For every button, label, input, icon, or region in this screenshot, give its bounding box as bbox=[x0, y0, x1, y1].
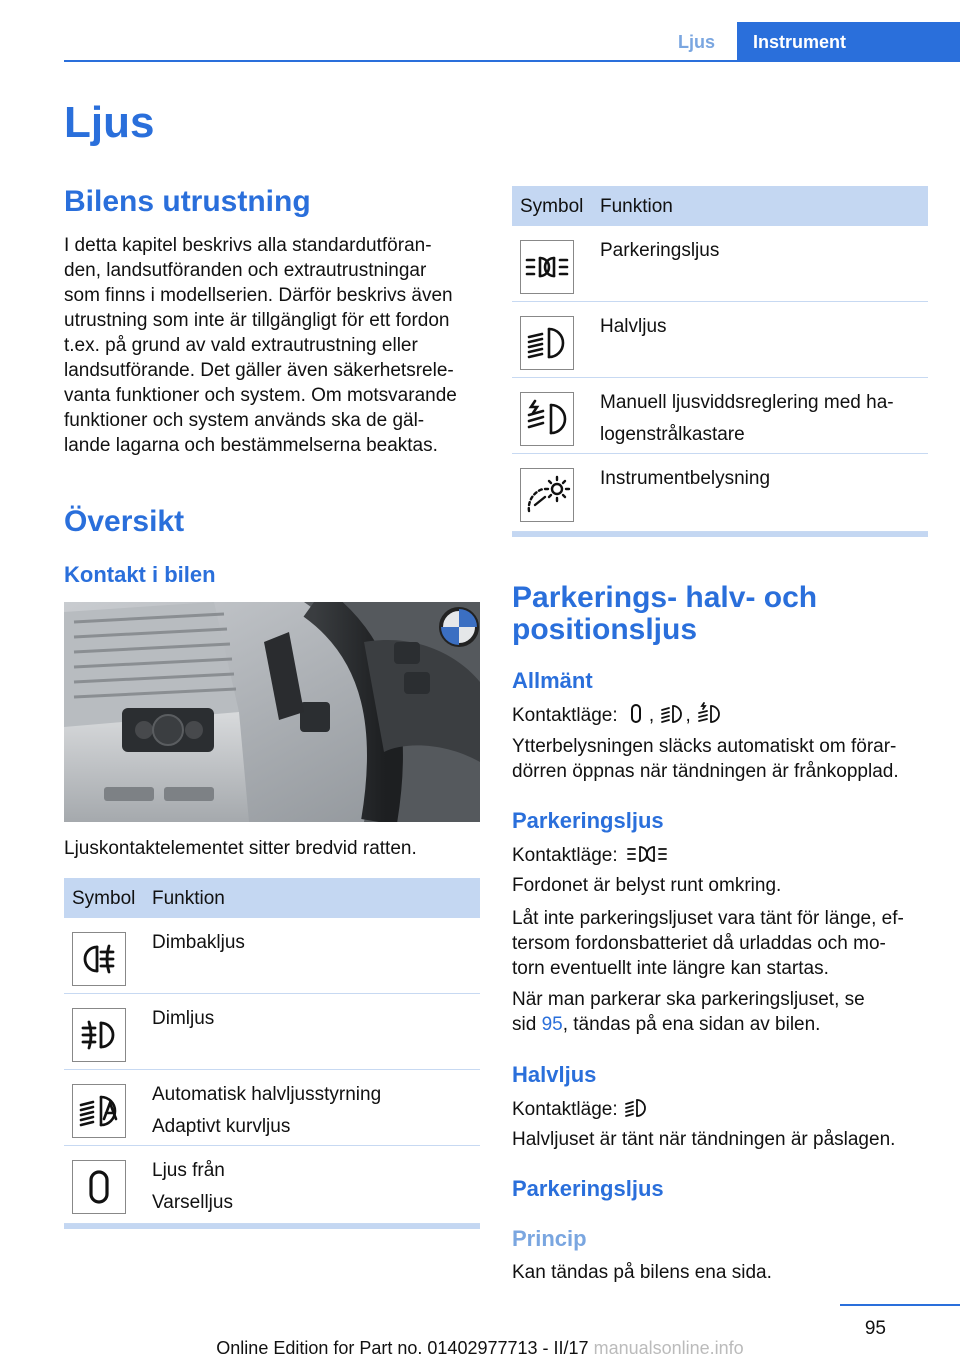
function-line: Halvljus bbox=[600, 316, 667, 337]
function-text bbox=[152, 1006, 214, 1031]
heading-oversikt: Översikt bbox=[64, 505, 185, 538]
text-line: den, landsutföranden och extrautrustningar bbox=[64, 260, 427, 281]
text-line: funktioner och system används ska de gäl- bbox=[64, 410, 425, 431]
table-row bbox=[512, 378, 928, 454]
photo-caption: Ljuskontaktelementet sitter bredvid ratten. bbox=[64, 838, 417, 859]
light-switch-photo bbox=[64, 602, 480, 822]
watermark-text: manualsonline.info bbox=[593, 1338, 744, 1358]
text-line: Ytterbelysningen släcks automatiskt om förar- bbox=[512, 736, 897, 757]
page-reference-link[interactable]: 95 bbox=[541, 1014, 563, 1035]
heading-parkeringsljus: Parkeringsljus bbox=[512, 808, 664, 833]
heading-parkeringsljus-2: Parkeringsljus bbox=[512, 1176, 664, 1201]
text-line: dörren öppnas när tändningen är frånkopplad. bbox=[512, 761, 899, 782]
instrument-lighting-icon bbox=[520, 468, 574, 522]
kontaktlage-label: Kontaktläge: bbox=[512, 705, 618, 726]
parkeringsljus-p3 bbox=[512, 987, 865, 1037]
text-line: t.ex. på grund av vald extrautrustning eller bbox=[64, 335, 418, 356]
function-line: Automatisk halvljusstyrning bbox=[152, 1084, 382, 1105]
column-header-symbol: Symbol bbox=[520, 196, 584, 217]
table-row bbox=[64, 918, 480, 994]
header-chapter-tab: Instrument bbox=[737, 22, 960, 62]
text-line: torn eventuellt inte längre kan startas. bbox=[512, 958, 829, 979]
footer-edition bbox=[0, 1338, 960, 1359]
header-section-label: Ljus bbox=[678, 32, 716, 52]
text-line: I detta kapitel beskrivs alla standardutföran- bbox=[64, 235, 432, 256]
halvljus-kontaktlage bbox=[512, 1095, 649, 1122]
heading-line: positionsljus bbox=[512, 613, 698, 646]
function-line: Instrumentbelysning bbox=[600, 468, 771, 489]
table-row bbox=[512, 454, 928, 532]
heading-bilens-utrustning: Bilens utrustning bbox=[64, 185, 311, 218]
table-row bbox=[64, 1146, 480, 1224]
text-fragment: sid bbox=[512, 1014, 542, 1035]
rear-fog-light-icon bbox=[72, 932, 126, 986]
function-line: Ljus från bbox=[152, 1160, 225, 1181]
page-title: Ljus bbox=[64, 98, 155, 147]
table-footer-rule bbox=[64, 1224, 480, 1229]
heading-kontakt-i-bilen: Kontakt i bilen bbox=[64, 562, 216, 587]
heading-halvljus: Halvljus bbox=[512, 1062, 597, 1087]
heading-allmant: Allmänt bbox=[512, 668, 593, 693]
low-beam-icon bbox=[623, 1095, 649, 1121]
princip-p: Kan tändas på bilens ena sida. bbox=[512, 1262, 772, 1283]
function-text bbox=[152, 930, 245, 955]
lights-off-icon bbox=[623, 701, 649, 727]
edition-text: Online Edition for Part no. 01402977713 - II/17 bbox=[216, 1338, 589, 1358]
heading-princip: Princip bbox=[512, 1226, 587, 1251]
function-text bbox=[600, 466, 770, 491]
parkeringsljus-p2 bbox=[512, 906, 904, 981]
heading-parkerings-halv-positionsljus bbox=[512, 582, 817, 646]
text-fragment: , tändas på ena sidan av bilen. bbox=[562, 1014, 821, 1035]
column-header-symbol: Symbol bbox=[72, 888, 136, 909]
header-rule bbox=[64, 60, 960, 62]
function-text bbox=[152, 1158, 233, 1215]
kontaktlage-label: Kontaktläge: bbox=[512, 1099, 618, 1120]
table-row bbox=[512, 226, 928, 302]
column-header-function: Funktion bbox=[152, 888, 225, 909]
column-header-function: Funktion bbox=[600, 196, 673, 217]
left-symbol-table bbox=[64, 878, 480, 1229]
paragraph-utrustning bbox=[64, 233, 484, 458]
text-line: lande lagarna och bestämmelserna beaktas. bbox=[64, 435, 438, 456]
text-line: tersom fordonsbatteriet då urladdas och mo- bbox=[512, 933, 886, 954]
low-beam-icon bbox=[659, 701, 685, 727]
text-line: landsutförande. Det gäller även säkerhetsrele- bbox=[64, 360, 454, 381]
function-line: Adaptivt kurvljus bbox=[152, 1116, 291, 1137]
footer-rule bbox=[840, 1304, 960, 1306]
text-line: som finns i modellserien. Därför beskrivs även bbox=[64, 285, 453, 306]
text-line: När man parkerar ska parkeringsljuset, se bbox=[512, 989, 865, 1010]
auto-headlight-icon bbox=[72, 1084, 126, 1138]
halvljus-p: Halvljuset är tänt när tändningen är påslagen. bbox=[512, 1129, 896, 1150]
function-text bbox=[600, 314, 667, 339]
parkeringsljus-p1: Fordonet är belyst runt omkring. bbox=[512, 875, 782, 896]
function-line: Dimljus bbox=[152, 1008, 215, 1029]
paragraph-allmant bbox=[512, 734, 899, 784]
table-row bbox=[64, 1070, 480, 1146]
text-line: vanta funktioner och system. Om motsvarande bbox=[64, 385, 457, 406]
function-line: Varselljus bbox=[152, 1192, 233, 1213]
separator: , bbox=[648, 705, 655, 726]
function-text bbox=[600, 390, 894, 447]
function-line: logenstrålkastare bbox=[600, 424, 745, 445]
page-number: 95 bbox=[864, 1318, 886, 1339]
allmant-kontaktlage bbox=[512, 701, 722, 728]
function-line: Parkeringsljus bbox=[600, 240, 720, 261]
front-fog-light-icon bbox=[72, 1008, 126, 1062]
function-text bbox=[152, 1082, 381, 1139]
function-text bbox=[600, 238, 719, 263]
lights-off-icon bbox=[72, 1160, 126, 1214]
right-symbol-table bbox=[512, 186, 928, 537]
text-line bbox=[512, 1012, 865, 1037]
kontaktlage-label: Kontaktläge: bbox=[512, 845, 618, 866]
table-header bbox=[64, 878, 480, 918]
parking-light-icon bbox=[520, 240, 574, 294]
parking-light-icon bbox=[623, 841, 671, 867]
heading-line: Parkerings- halv- och bbox=[512, 581, 818, 614]
low-beam-icon bbox=[520, 316, 574, 370]
table-row bbox=[64, 994, 480, 1070]
function-line: Dimbakljus bbox=[152, 932, 245, 953]
separator: , bbox=[685, 705, 691, 726]
headlight-range-icon bbox=[520, 392, 574, 446]
text-line: Låt inte parkeringsljuset vara tänt för länge, ef- bbox=[512, 908, 904, 929]
table-row bbox=[512, 302, 928, 378]
table-header bbox=[512, 186, 928, 226]
text-line: utrustning som inte är tillgängligt för ett fordon bbox=[64, 310, 450, 331]
function-line: Manuell ljusviddsreglering med ha- bbox=[600, 392, 894, 413]
parkeringsljus-kontaktlage bbox=[512, 841, 671, 868]
headlight-range-icon bbox=[696, 701, 722, 727]
table-footer-rule bbox=[512, 532, 928, 537]
